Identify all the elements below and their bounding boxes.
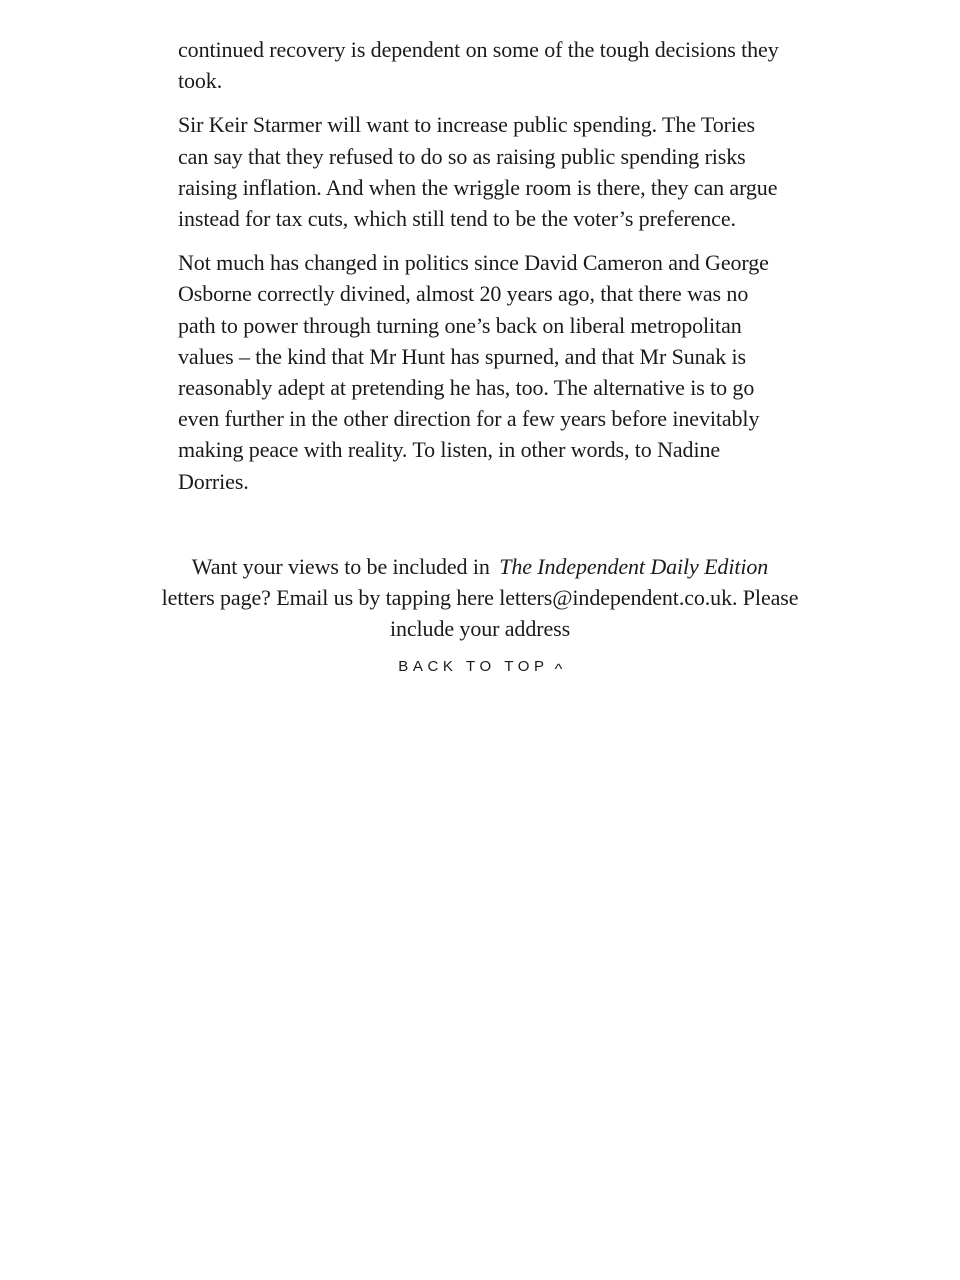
letters-note-prefix: Want your views to be included in	[191, 554, 490, 579]
article-paragraph: Sir Keir Starmer will want to increase public spending. The Tories can say that they refused to do so as raising public spending risks raising inflation. And when the wriggle room is there, they can argue instead for tax cuts, which still tend to be the voter’s preference.	[178, 112, 778, 232]
letters-note-middle: letters page? Email us by tapping here	[161, 585, 494, 610]
article-paragraph: Not much has changed in politics since David Cameron and George Osborne correctly divined, almost 20 years ago, that there was no path to power through turning one’s back on liberal metropolitan values – the kind that Mr Hunt has spurned, and that Mr Sunak is reasonably adept at pretending he has, too. The alternative is to go even further in the other direction for a few years before inevitably making peace with reality. To listen, in other words, to Nadine Dorries.	[178, 250, 769, 494]
publication-name: The Independent Daily Edition	[499, 554, 769, 579]
caret-up-icon: ^	[554, 661, 563, 678]
letters-note-suffix: . Please include your address	[389, 585, 799, 641]
email-link[interactable]: letters@independent.co.uk	[499, 585, 732, 610]
article-paragraph: continued recovery is dependent on some of the tough decisions they took.	[178, 37, 779, 94]
article-body	[178, 34, 788, 510]
letters-note	[150, 551, 810, 644]
back-to-top-label: BACK TO TOP	[398, 658, 549, 675]
back-to-top-button[interactable]	[0, 658, 960, 678]
